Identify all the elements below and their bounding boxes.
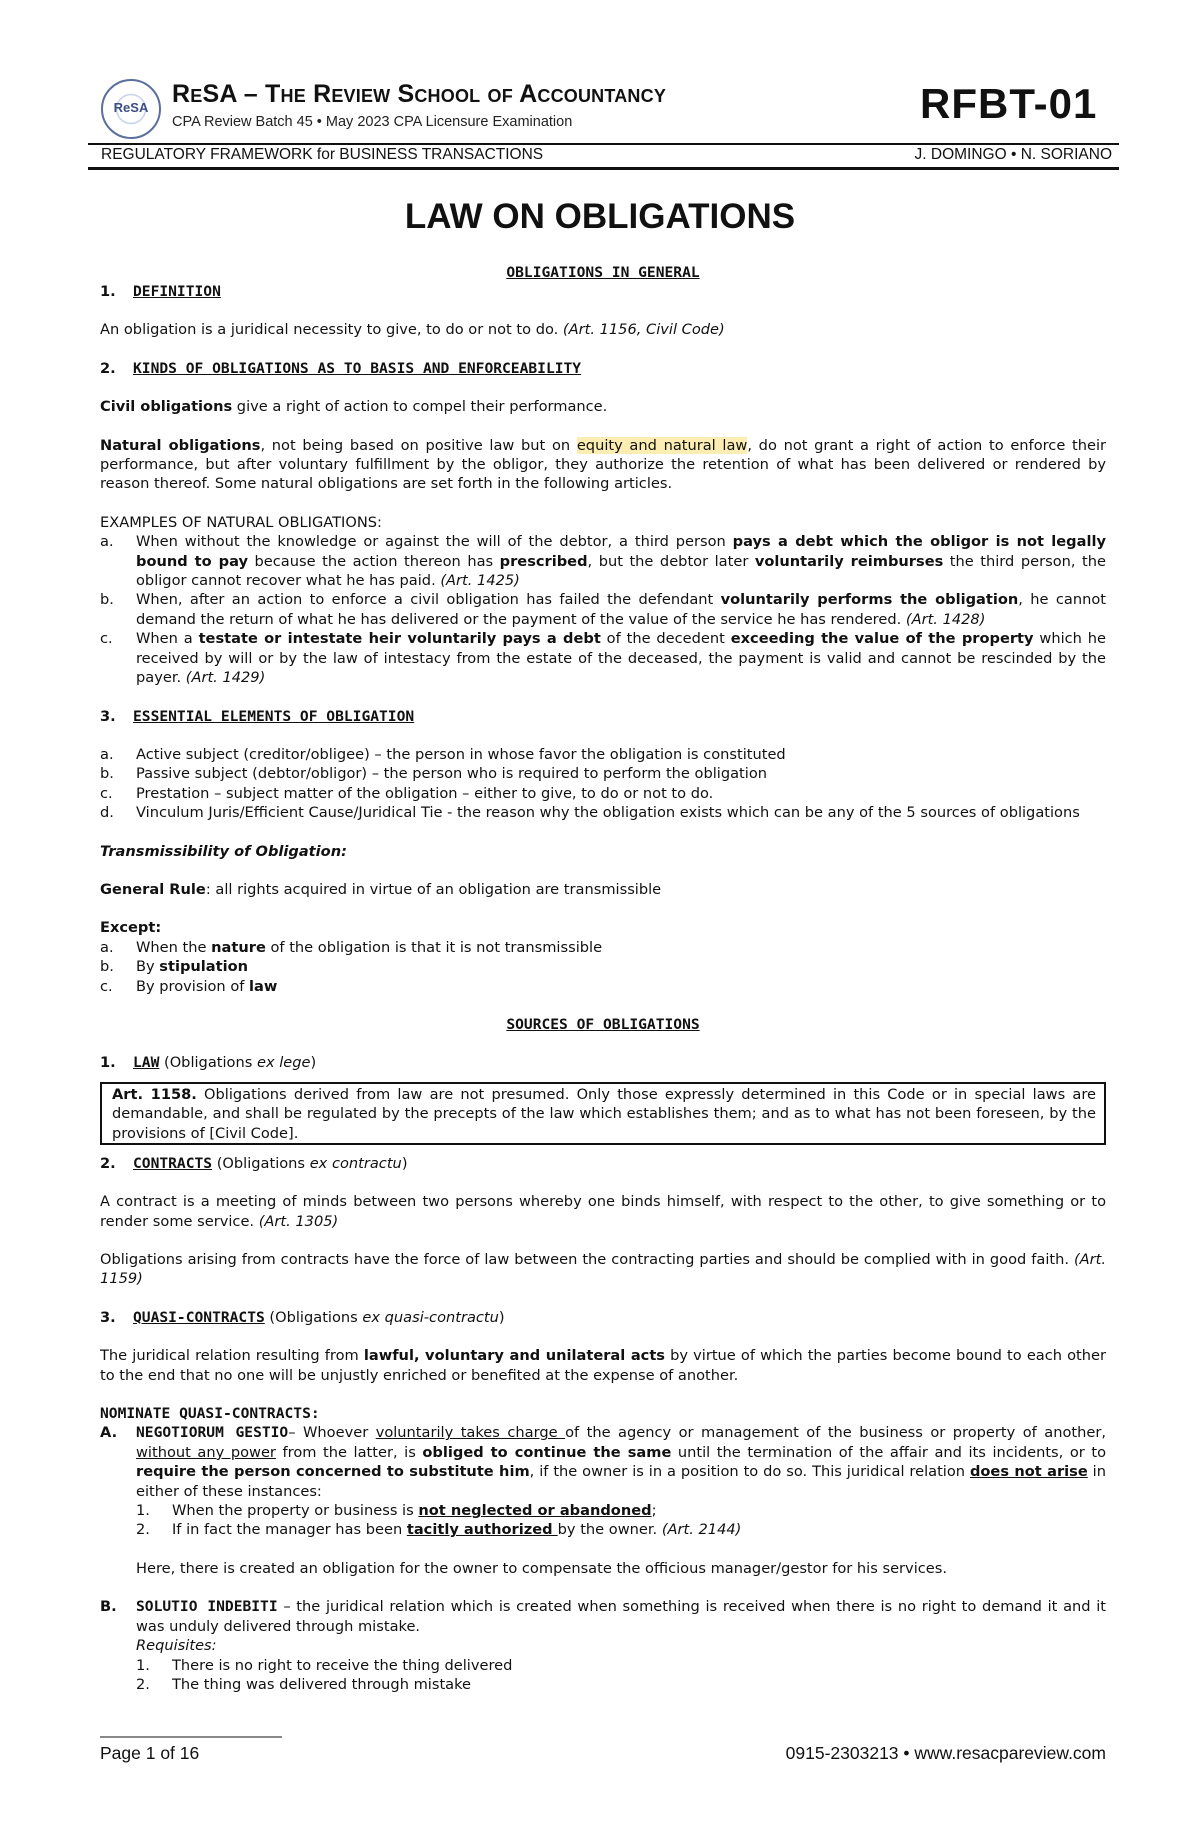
heading-text: CONTRACTS: [133, 1154, 213, 1172]
item-text: , if the owner is in a position to do so. This juridical relation: [529, 1463, 970, 1481]
paren-text: (Obligations: [264, 1308, 363, 1326]
item-text: The thing was delivered through mistake: [172, 1675, 472, 1693]
item-text: in either of these instances:: [136, 1463, 1106, 1500]
paragraph-text: , do not grant a right of action to enforce their performance, but after voluntary fulfillment by the obligor, they authorize the retention of what has been delivered or rendered by reason thereof. Some natural obligations are set forth in the following articles.: [100, 436, 1106, 493]
list-marker: 2.: [136, 1675, 150, 1693]
bold-text: obliged to continue the same: [422, 1443, 672, 1461]
list-marker: c.: [100, 977, 113, 995]
underlined-text: voluntarily takes charge: [375, 1424, 566, 1442]
citation: (Art. 1159): [100, 1251, 1106, 1288]
item-text: When the: [136, 938, 212, 956]
bold-text: prescribed: [499, 552, 588, 570]
general-rule: [100, 880, 1106, 899]
item-text: of the agency or management of the business or property of another,: [565, 1424, 1106, 1442]
list-item: [100, 745, 1106, 764]
paren-text: (Obligations: [159, 1054, 257, 1072]
latin-term: ex lege: [256, 1054, 311, 1072]
contract-definition: [100, 1192, 1106, 1231]
list-item: [100, 957, 1106, 976]
examples-heading: EXAMPLES OF NATURAL OBLIGATIONS:: [100, 513, 382, 531]
quasi-contract-definition: [100, 1346, 1106, 1385]
heading-text: LAW: [133, 1054, 160, 1072]
resa-logo: [101, 79, 161, 139]
list-item: [100, 629, 1106, 687]
item-text: By provision of: [136, 977, 250, 995]
heading-contracts: [100, 1154, 1106, 1173]
paragraph-text: The juridical relation resulting from: [100, 1347, 364, 1365]
item-text: because the action thereon has: [248, 552, 500, 570]
bold-text: lawful, voluntary and unilateral acts: [363, 1347, 665, 1365]
list-marker: b.: [100, 591, 114, 609]
school-name: ReSA – The Review School of Accountancy: [172, 80, 667, 108]
list-item: [100, 784, 1106, 803]
definition-text: An obligation is a juridical necessity to give, to do or not to do.: [100, 321, 559, 339]
paren-text: ): [310, 1054, 317, 1072]
item-text: Active subject (creditor/obligee) – the person in whose favor the obligation is constituted: [136, 745, 786, 763]
sub-list-item: [100, 1656, 1106, 1675]
heading-definition: [100, 282, 1106, 301]
sub-list-item: [136, 1501, 1106, 1520]
heading-quasi-contracts: [100, 1308, 1106, 1327]
course-code: RFBT-01: [920, 80, 1098, 127]
paragraph-text: : all rights acquired in virtue of an obligation are transmissible: [205, 880, 662, 898]
term-bold: Civil obligations: [100, 398, 233, 416]
civil-obligations-paragraph: [100, 397, 1106, 416]
item-text: , but the debtor later: [587, 552, 755, 570]
list-marker: 1.: [136, 1656, 150, 1674]
bold-underlined-text: does not arise: [969, 1463, 1088, 1481]
article-label: Art. 1158.: [112, 1085, 197, 1103]
list-marker: d.: [100, 804, 114, 822]
item-text: Passive subject (debtor/obligor) – the person who is required to perform the obligation: [136, 765, 768, 783]
latin-term: ex quasi-contractu: [362, 1308, 499, 1326]
list-item: [100, 764, 1106, 783]
item-text: If in fact the manager has been: [172, 1521, 407, 1539]
sub-list-item: [136, 1520, 1106, 1539]
list-item: [100, 532, 1106, 590]
paragraph-text: by virtue of which the parties become bound to each other to the end that no one will be unjustly enriched or benefited at the expense of another.: [100, 1347, 1107, 1384]
batch-line: CPA Review Batch 45 • May 2023 CPA Licensure Examination: [172, 114, 573, 130]
citation: (Art. 1156, Civil Code): [562, 321, 725, 339]
paragraph-text: Obligations arising from contracts have the force of law between the contracting parties and should be complied with in good faith.: [100, 1251, 1074, 1268]
list-item: [100, 590, 1106, 629]
subject-line: REGULATORY FRAMEWORK for BUSINESS TRANSACTIONS: [101, 146, 544, 163]
bold-text: require the person concerned to substitute him: [136, 1463, 530, 1481]
term-bold: NEGOTIORUM GESTIO: [136, 1424, 289, 1442]
item-text: When a: [136, 630, 199, 648]
list-marker: 2.: [136, 1521, 150, 1539]
citation: (Art. 1428): [905, 610, 986, 628]
heading-text: KINDS OF OBLIGATIONS AS TO BASIS AND ENFORCEABILITY: [133, 359, 582, 377]
item-text: By: [136, 958, 160, 976]
heading-text: QUASI-CONTRACTS: [133, 1308, 265, 1326]
item-text: – the juridical relation which is created when something is received when there is no right to demand it and it was unduly delivered through mistake.: [136, 1598, 1106, 1635]
sub-list-item: [100, 1675, 1106, 1694]
main-content: [100, 263, 1106, 1694]
bold-text: law: [249, 977, 278, 995]
list-item: [100, 803, 1106, 822]
item-text: There is no right to receive the thing delivered: [172, 1656, 513, 1674]
item-text: When without the knowledge or against the will of the debtor, a third person: [136, 533, 733, 551]
nominate-heading: NOMINATE QUASI-CONTRACTS:: [100, 1405, 320, 1423]
heading-text: ESSENTIAL ELEMENTS OF OBLIGATION: [133, 707, 415, 725]
item-text: the third person, the obligor cannot recover what he has paid.: [136, 552, 1106, 590]
item-text: until the termination of the affair and its incidents, or to: [671, 1443, 1106, 1461]
term-bold: Natural obligations: [100, 436, 261, 454]
header-rule-top: [88, 143, 1119, 145]
list-marker: B.: [100, 1598, 117, 1616]
bold-text: nature: [211, 938, 266, 956]
citation: (Art. 2144): [661, 1521, 742, 1539]
transmissibility-heading: Transmissibility of Obligation:: [100, 842, 347, 860]
page-number: Page 1 of 16: [100, 1743, 200, 1763]
paren-text: (Obligations: [212, 1154, 310, 1172]
heading-elements: [100, 707, 1106, 726]
heading-number: 2.: [100, 359, 116, 377]
item-text: , he cannot demand the return of what he has delivered or the payment of the value of the service he has rendered.: [136, 591, 1106, 628]
list-item: [100, 938, 1106, 957]
item-text: When the property or business is: [172, 1502, 419, 1520]
highlighted-text: equity and natural law: [576, 436, 748, 454]
list-marker: b.: [100, 765, 114, 783]
heading-number: 3.: [100, 707, 116, 725]
heading-number: 2.: [100, 1154, 116, 1172]
bold-text: pays a debt which the obligor is not legally bound to pay: [136, 533, 1106, 570]
elements-list: [100, 745, 1106, 823]
except-heading: Except:: [100, 919, 162, 937]
heading-number: 1.: [100, 1054, 116, 1072]
heading-number: 1.: [100, 283, 116, 300]
item-text: Prestation – subject matter of the obligation – either to give, to do or not to do.: [136, 784, 714, 802]
term-bold: General Rule: [100, 880, 206, 898]
list-item: [100, 977, 1106, 996]
citation: (Art. 1305): [258, 1212, 339, 1230]
bold-text: stipulation: [159, 958, 249, 976]
list-marker: c.: [100, 630, 113, 648]
paren-text: ): [498, 1308, 505, 1326]
list-marker: c.: [100, 784, 113, 802]
term-bold: SOLUTIO INDEBITI: [136, 1598, 278, 1616]
bold-text: voluntarily performs the obligation: [720, 591, 1019, 609]
bold-text: exceeding the value of the property: [730, 630, 1034, 648]
footer-rule: [100, 1736, 282, 1738]
logo-text: ReSA: [113, 100, 149, 115]
heading-law: [100, 1053, 1106, 1072]
citation: (Art. 1425): [440, 572, 520, 590]
gestio-note: Here, there is created an obligation for the owner to compensate the officious manager/gestor for his services.: [136, 1559, 947, 1577]
section-heading-general: OBLIGATIONS IN GENERAL: [506, 264, 700, 281]
art-1158-box: [100, 1082, 1106, 1145]
heading-number: 3.: [100, 1308, 116, 1326]
underlined-text: without any power: [136, 1443, 276, 1461]
bold-underlined-text: tacitly authorized: [406, 1521, 558, 1539]
list-marker: b.: [100, 958, 114, 976]
list-marker: a.: [100, 745, 114, 763]
citation: (Art. 1429): [185, 669, 266, 687]
section-heading-sources: SOURCES OF OBLIGATIONS: [506, 1015, 700, 1033]
item-text: by the owner.: [557, 1521, 662, 1539]
contract-force: [100, 1250, 1106, 1289]
list-marker: A.: [100, 1424, 118, 1442]
item-text: from the latter, is: [275, 1443, 423, 1461]
list-marker: 1.: [136, 1502, 150, 1520]
list-marker: a.: [100, 533, 114, 551]
natural-obligations-paragraph: [100, 436, 1106, 494]
paren-text: ): [401, 1154, 408, 1172]
item-text: When, after an action to enforce a civil obligation has failed the defendant: [136, 591, 721, 609]
paragraph-text: , not being based on positive law but on: [260, 436, 577, 454]
item-text: ;: [651, 1502, 657, 1520]
heading-text: DEFINITION: [133, 283, 221, 300]
bold-underlined-text: not neglected or abandoned: [418, 1502, 652, 1520]
solutio-indebiti-item: [100, 1597, 1106, 1694]
article-text: Obligations derived from law are not presumed. Only those expressly determined in this Code or in special laws are demandable, and shall be regulated by the precepts of the law which establishes them; and as to what has not been foreseen, by the provisions of [Civil Code].: [112, 1085, 1096, 1142]
authors: J. DOMINGO • N. SORIANO: [914, 146, 1112, 163]
bold-text: voluntarily reimburses: [754, 552, 944, 570]
item-text: Vinculum Juris/Efficient Cause/Juridical Tie - the reason why the obligation exists which can be any of the 5 sources of obligations: [136, 804, 1080, 822]
requisites-label: Requisites:: [136, 1637, 217, 1655]
header-rule-bottom: [88, 167, 1119, 170]
heading-kinds: [100, 359, 1106, 378]
paragraph-text: A contract is a meeting of minds between two persons whereby one binds himself, with respect to the other, to give something or to render some service.: [100, 1193, 1106, 1230]
footer-contact: 0915-2303213 • www.resacpareview.com: [785, 1743, 1106, 1763]
item-text: of the decedent: [600, 630, 731, 648]
paragraph-text: give a right of action to compel their performance.: [232, 398, 608, 416]
page-title: LAW ON OBLIGATIONS: [404, 197, 796, 236]
definition-paragraph: [100, 320, 1106, 339]
bold-text: testate or intestate heir voluntarily pays a debt: [198, 630, 601, 648]
item-text: – Whoever: [288, 1424, 376, 1442]
item-text: of the obligation is that it is not transmissible: [265, 938, 603, 956]
negotiorum-gestio-item: [100, 1423, 1106, 1578]
latin-term: ex contractu: [309, 1154, 402, 1172]
item-text: which he received by will or by the law of intestacy from the estate of the deceased, the payment is valid and cannot be rescinded by the payer.: [136, 630, 1106, 687]
list-marker: a.: [100, 938, 114, 956]
